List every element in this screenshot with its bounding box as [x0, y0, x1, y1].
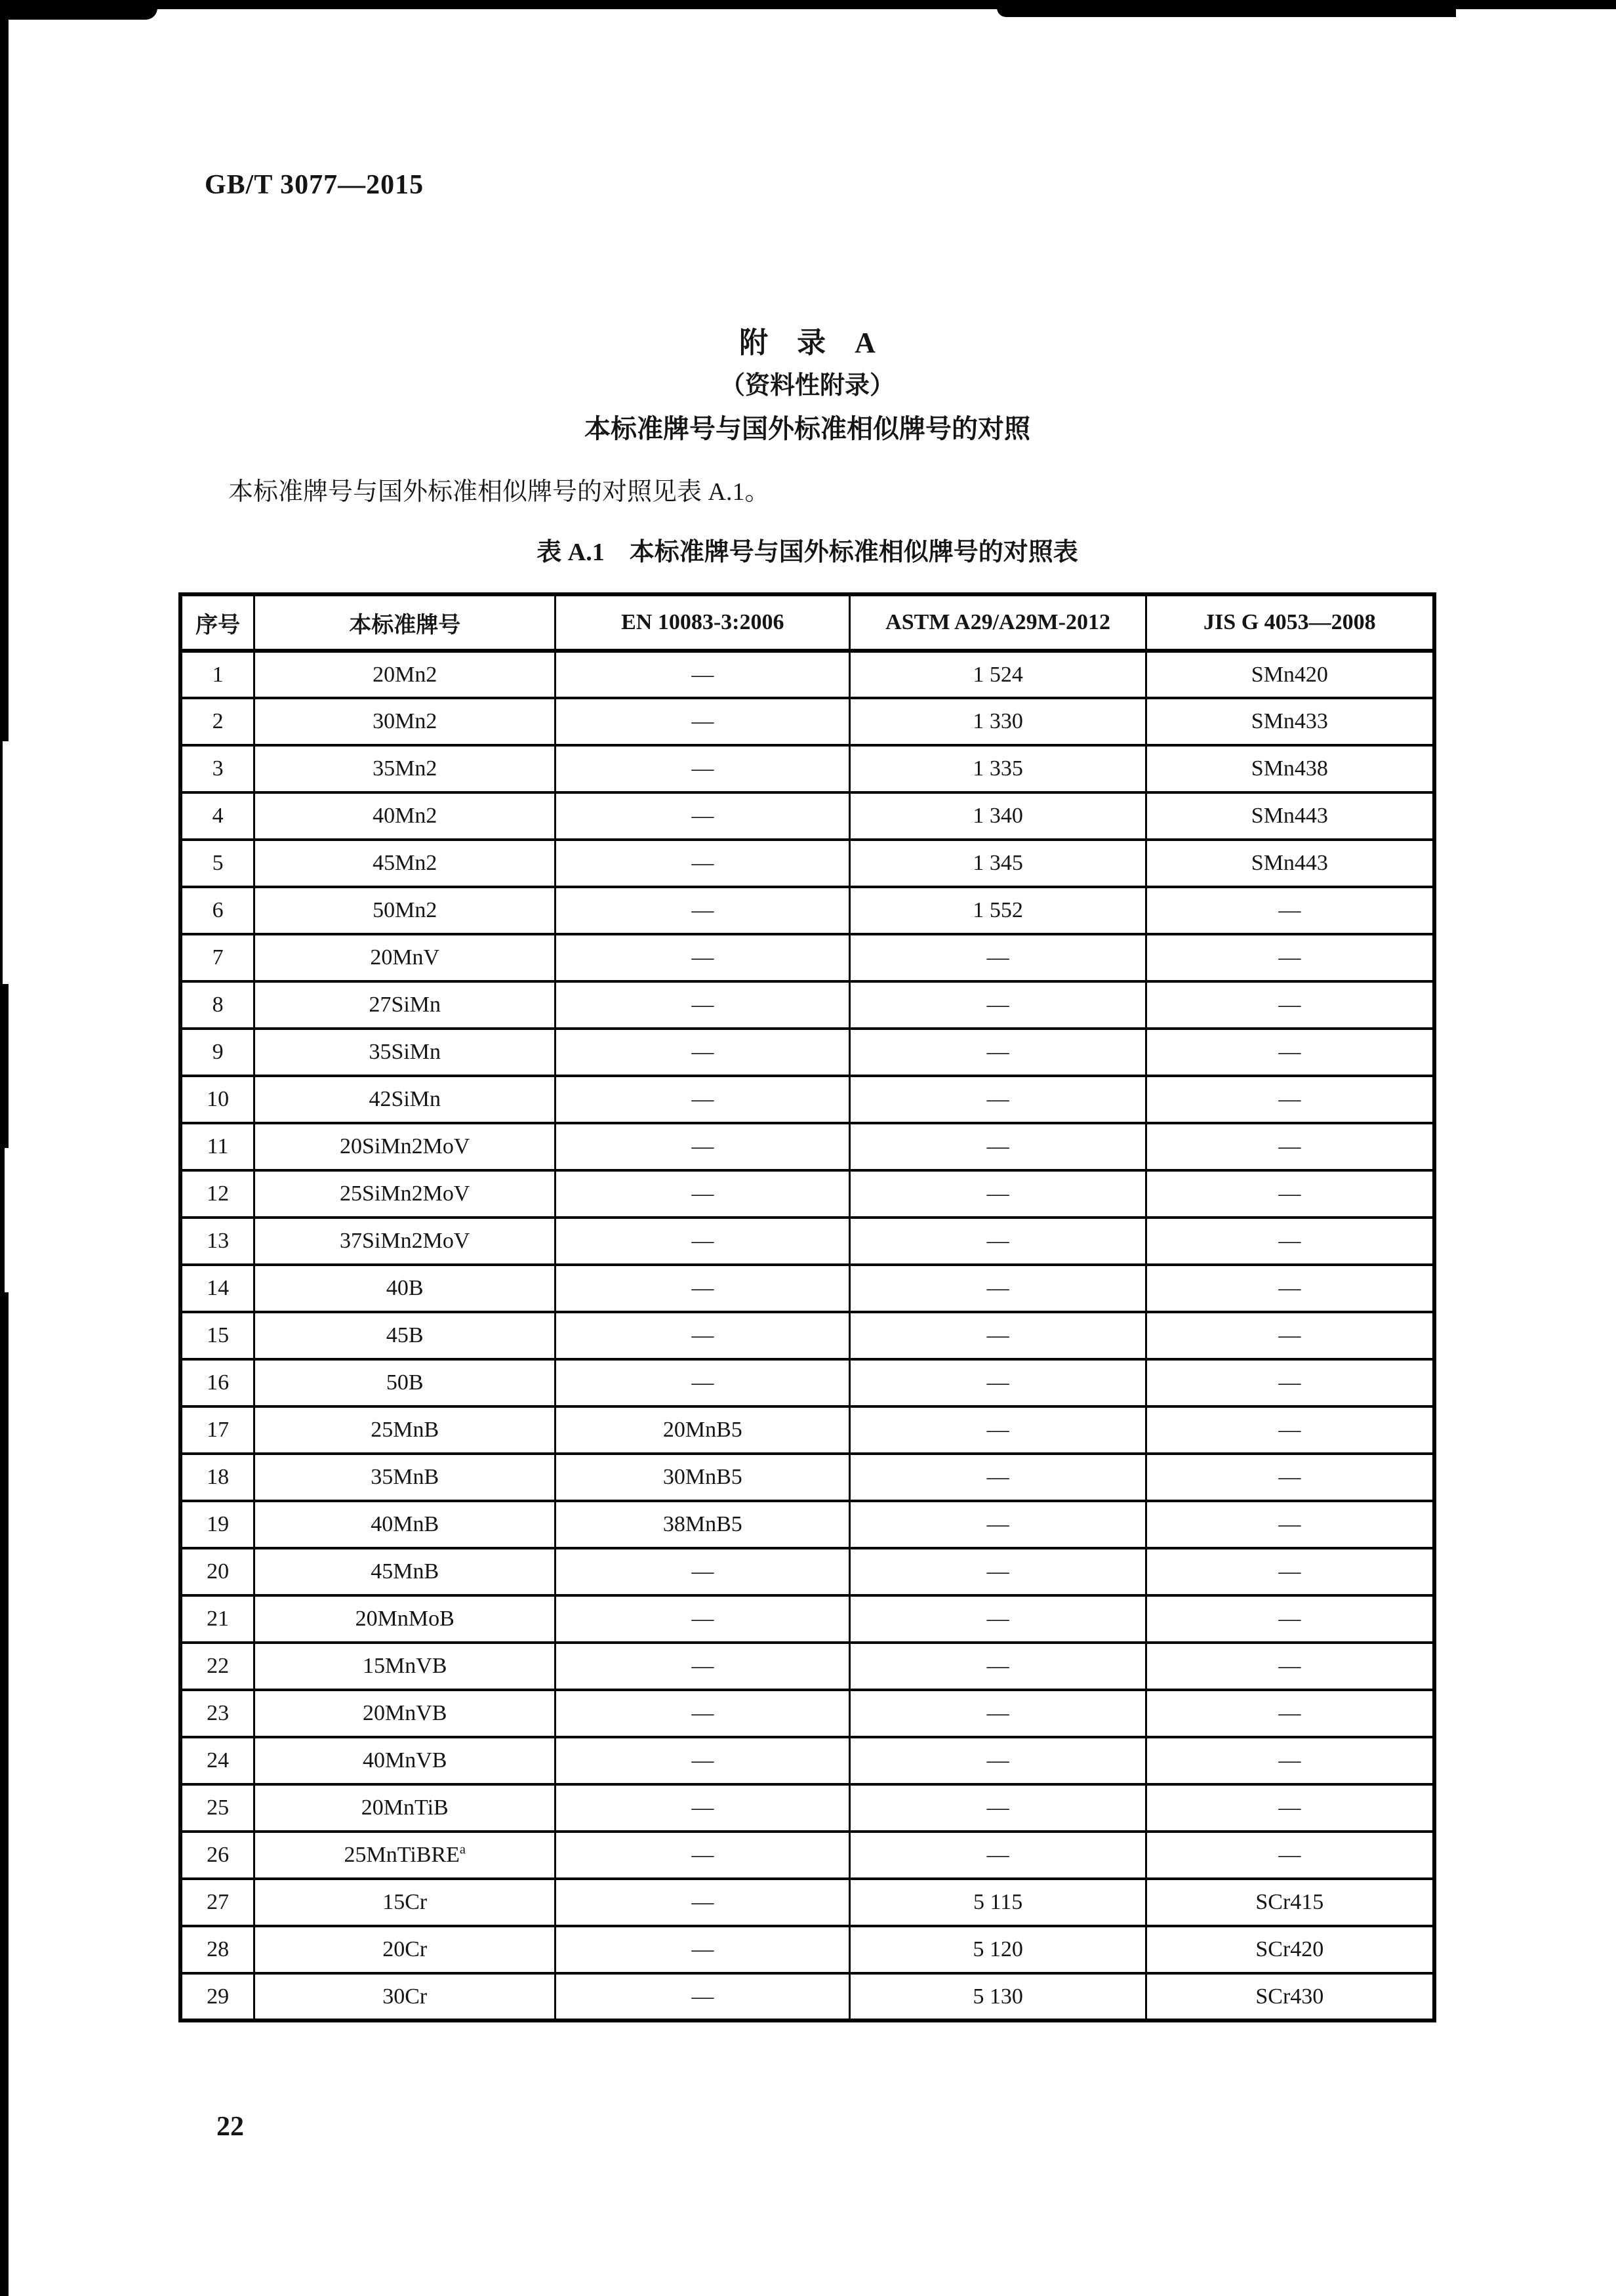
cn-grade-cell: 30Cr	[254, 1973, 556, 2020]
en-grade-cell: —	[556, 1879, 850, 1926]
row-number-cell: 27	[180, 1879, 254, 1926]
row-number-cell: 4	[180, 792, 254, 840]
table-row	[180, 981, 1434, 1029]
jis-grade-cell: —	[1146, 1265, 1434, 1312]
cn-grade-cell: 35SiMn	[254, 1029, 556, 1076]
row-number-cell: 17	[180, 1406, 254, 1454]
jis-grade-cell: —	[1146, 1406, 1434, 1454]
table-row	[180, 1832, 1434, 1879]
intro-paragraph: 本标准牌号与国外标准相似牌号的对照见表 A.1。	[228, 478, 770, 506]
row-number-cell: 13	[180, 1218, 254, 1265]
appendix-subtitle: （资料性附录）	[719, 372, 895, 400]
row-number-cell: 15	[180, 1312, 254, 1359]
en-grade-cell: —	[556, 1312, 850, 1359]
en-grade-cell: —	[556, 698, 850, 745]
jis-grade-cell: SMn433	[1146, 698, 1434, 745]
jis-grade-cell: —	[1146, 1123, 1434, 1170]
astm-grade-cell: 1 335	[850, 745, 1146, 792]
en-grade-cell: —	[556, 1973, 850, 2020]
scan-artifact-notch	[5, 1148, 9, 1292]
cn-grade-cell: 40B	[254, 1265, 556, 1312]
astm-grade-cell: 5 115	[850, 1879, 1146, 1926]
cn-grade-cell: 35Mn2	[254, 745, 556, 792]
table-row	[180, 840, 1434, 887]
row-number-cell: 21	[180, 1595, 254, 1643]
en-grade-cell: —	[556, 934, 850, 981]
table-row	[180, 1454, 1434, 1501]
jis-grade-cell: —	[1146, 1690, 1434, 1737]
astm-grade-cell: 1 524	[850, 651, 1146, 698]
en-grade-cell: 38MnB5	[556, 1501, 850, 1548]
astm-grade-cell: —	[850, 1312, 1146, 1359]
astm-grade-cell: —	[850, 1076, 1146, 1123]
cn-grade-cell: 40MnB	[254, 1501, 556, 1548]
table-row	[180, 1784, 1434, 1832]
cn-grade-cell: 40Mn2	[254, 792, 556, 840]
jis-grade-cell: —	[1146, 981, 1434, 1029]
cn-grade-cell: 42SiMn	[254, 1076, 556, 1123]
astm-grade-cell: —	[850, 1643, 1146, 1690]
en-grade-cell: —	[556, 651, 850, 698]
jis-grade-cell: —	[1146, 1170, 1434, 1218]
row-number-cell: 14	[180, 1265, 254, 1312]
en-grade-cell: —	[556, 1690, 850, 1737]
jis-grade-cell: —	[1146, 1643, 1434, 1690]
table-row	[180, 1737, 1434, 1784]
en-grade-cell: —	[556, 887, 850, 934]
table-row	[180, 1501, 1434, 1548]
table-row	[180, 1170, 1434, 1218]
cn-grade-cell: 27SiMn	[254, 981, 556, 1029]
cn-grade-cell: 45MnB	[254, 1548, 556, 1595]
astm-grade-cell: —	[850, 1501, 1146, 1548]
cn-grade-cell: 15Cr	[254, 1879, 556, 1926]
en-grade-cell: —	[556, 1265, 850, 1312]
table-row	[180, 1359, 1434, 1406]
page-number: 22	[216, 2112, 244, 2142]
astm-grade-cell: 1 552	[850, 887, 1146, 934]
table-row	[180, 1218, 1434, 1265]
row-number-cell: 7	[180, 934, 254, 981]
en-grade-cell: —	[556, 1737, 850, 1784]
astm-grade-cell: —	[850, 1406, 1146, 1454]
astm-grade-cell: 1 330	[850, 698, 1146, 745]
footnote-marker: a	[459, 1842, 466, 1857]
cn-grade-cell: 20MnMoB	[254, 1595, 556, 1643]
en-grade-cell: —	[556, 840, 850, 887]
header-col-jis-standard: JIS G 4053—2008	[1146, 594, 1434, 651]
cn-grade-cell: 45B	[254, 1312, 556, 1359]
row-number-cell: 24	[180, 1737, 254, 1784]
row-number-cell: 11	[180, 1123, 254, 1170]
row-number-cell: 22	[180, 1643, 254, 1690]
cn-grade-cell: 50B	[254, 1359, 556, 1406]
astm-grade-cell: —	[850, 934, 1146, 981]
astm-grade-cell: 5 130	[850, 1973, 1146, 2020]
astm-grade-cell: —	[850, 1454, 1146, 1501]
astm-grade-cell: —	[850, 1548, 1146, 1595]
jis-grade-cell: SCr430	[1146, 1973, 1434, 2020]
table-row	[180, 1926, 1434, 1973]
en-grade-cell: —	[556, 1359, 850, 1406]
astm-grade-cell: —	[850, 1265, 1146, 1312]
table-row	[180, 934, 1434, 981]
table-row	[180, 1029, 1434, 1076]
row-number-cell: 2	[180, 698, 254, 745]
header-col-cn-grade: 本标准牌号	[254, 594, 556, 651]
row-number-cell: 12	[180, 1170, 254, 1218]
table-row	[180, 745, 1434, 792]
cn-grade-cell: 30Mn2	[254, 698, 556, 745]
row-number-cell: 28	[180, 1926, 254, 1973]
jis-grade-cell: —	[1146, 1359, 1434, 1406]
table-row	[180, 1973, 1434, 2020]
astm-grade-cell: —	[850, 981, 1146, 1029]
astm-grade-cell: 1 340	[850, 792, 1146, 840]
astm-grade-cell: —	[850, 1737, 1146, 1784]
jis-grade-cell: —	[1146, 1595, 1434, 1643]
jis-grade-cell: —	[1146, 1548, 1434, 1595]
table-row	[180, 1312, 1434, 1359]
table-header-row	[180, 594, 1434, 651]
cn-grade-cell: 15MnVB	[254, 1643, 556, 1690]
astm-grade-cell: —	[850, 1218, 1146, 1265]
table-row	[180, 1265, 1434, 1312]
en-grade-cell: —	[556, 1595, 850, 1643]
appendix-heading: 本标准牌号与国外标准相似牌号的对照	[584, 414, 1030, 443]
jis-grade-cell: —	[1146, 1312, 1434, 1359]
cn-grade-cell: 37SiMn2MoV	[254, 1218, 556, 1265]
en-grade-cell: —	[556, 745, 850, 792]
en-grade-cell: —	[556, 981, 850, 1029]
jis-grade-cell: —	[1146, 1218, 1434, 1265]
astm-grade-cell: —	[850, 1784, 1146, 1832]
row-number-cell: 3	[180, 745, 254, 792]
astm-grade-cell: —	[850, 1832, 1146, 1879]
cn-grade-cell: 25MnTiBRE$^a$	[254, 1832, 556, 1879]
table-row	[180, 1076, 1434, 1123]
cn-grade-cell: 40MnVB	[254, 1737, 556, 1784]
table-row	[180, 1690, 1434, 1737]
table-row	[180, 1643, 1434, 1690]
row-number-cell: 29	[180, 1973, 254, 2020]
cn-grade-cell: 20MnV	[254, 934, 556, 981]
en-grade-cell: 30MnB5	[556, 1454, 850, 1501]
en-grade-cell: 20MnB5	[556, 1406, 850, 1454]
cn-grade-cell: 25MnB	[254, 1406, 556, 1454]
en-grade-cell: —	[556, 1076, 850, 1123]
jis-grade-cell: —	[1146, 1784, 1434, 1832]
jis-grade-cell: —	[1146, 1454, 1434, 1501]
table-row	[180, 887, 1434, 934]
astm-grade-cell: —	[850, 1123, 1146, 1170]
table-row	[180, 651, 1434, 698]
jis-grade-cell: —	[1146, 1737, 1434, 1784]
jis-grade-cell: SMn443	[1146, 840, 1434, 887]
astm-grade-cell: —	[850, 1029, 1146, 1076]
astm-grade-cell: —	[850, 1170, 1146, 1218]
cn-grade-cell: 45Mn2	[254, 840, 556, 887]
cn-grade-cell: 20MnTiB	[254, 1784, 556, 1832]
row-number-cell: 1	[180, 651, 254, 698]
en-grade-cell: —	[556, 1926, 850, 1973]
en-grade-cell: —	[556, 1832, 850, 1879]
table-row	[180, 1595, 1434, 1643]
en-grade-cell: —	[556, 1784, 850, 1832]
astm-grade-cell: 5 120	[850, 1926, 1146, 1973]
row-number-cell: 6	[180, 887, 254, 934]
jis-grade-cell: —	[1146, 1832, 1434, 1879]
header-col-en-standard: EN 10083-3:2006	[556, 594, 850, 651]
en-grade-cell: —	[556, 792, 850, 840]
en-grade-cell: —	[556, 1548, 850, 1595]
cn-grade-cell: 20Cr	[254, 1926, 556, 1973]
jis-grade-cell: SMn438	[1146, 745, 1434, 792]
jis-grade-cell: —	[1146, 1029, 1434, 1076]
row-number-cell: 9	[180, 1029, 254, 1076]
grades-comparison-table	[178, 592, 1436, 2022]
en-grade-cell: —	[556, 1643, 850, 1690]
jis-grade-cell: SCr420	[1146, 1926, 1434, 1973]
row-number-cell: 23	[180, 1690, 254, 1737]
en-grade-cell: —	[556, 1123, 850, 1170]
row-number-cell: 25	[180, 1784, 254, 1832]
row-number-cell: 16	[180, 1359, 254, 1406]
header-col-astm-standard: ASTM A29/A29M-2012	[850, 594, 1146, 651]
jis-grade-cell: —	[1146, 1076, 1434, 1123]
row-number-cell: 8	[180, 981, 254, 1029]
cn-grade-cell: 25SiMn2MoV	[254, 1170, 556, 1218]
jis-grade-cell: —	[1146, 1501, 1434, 1548]
astm-grade-cell: —	[850, 1595, 1146, 1643]
cn-grade-cell: 35MnB	[254, 1454, 556, 1501]
jis-grade-cell: —	[1146, 934, 1434, 981]
header-col-index: 序号	[180, 594, 254, 651]
astm-grade-cell: 1 345	[850, 840, 1146, 887]
scan-artifact-top-left	[0, 0, 157, 20]
jis-grade-cell: SCr415	[1146, 1879, 1434, 1926]
scan-artifact-top-right	[997, 0, 1456, 17]
table-body	[180, 651, 1434, 2020]
cn-grade-cell: 20Mn2	[254, 651, 556, 698]
table-row	[180, 1879, 1434, 1926]
en-grade-cell: —	[556, 1170, 850, 1218]
standard-code: GB/T 3077—2015	[205, 170, 424, 200]
table-row	[180, 1548, 1434, 1595]
row-number-cell: 26	[180, 1832, 254, 1879]
jis-grade-cell: SMn443	[1146, 792, 1434, 840]
jis-grade-cell: —	[1146, 887, 1434, 934]
table-row	[180, 1406, 1434, 1454]
scan-artifact-notch	[3, 741, 9, 984]
cn-grade-cell: 20SiMn2MoV	[254, 1123, 556, 1170]
row-number-cell: 5	[180, 840, 254, 887]
row-number-cell: 19	[180, 1501, 254, 1548]
table-row	[180, 698, 1434, 745]
row-number-cell: 10	[180, 1076, 254, 1123]
row-number-cell: 18	[180, 1454, 254, 1501]
table-row	[180, 1123, 1434, 1170]
astm-grade-cell: —	[850, 1359, 1146, 1406]
cn-grade-cell: 50Mn2	[254, 887, 556, 934]
appendix-title: 附 录 A	[739, 327, 876, 359]
row-number-cell: 20	[180, 1548, 254, 1595]
en-grade-cell: —	[556, 1218, 850, 1265]
table-caption: 表 A.1 本标准牌号与国外标准相似牌号的对照表	[536, 539, 1078, 566]
en-grade-cell: —	[556, 1029, 850, 1076]
cn-grade-cell: 20MnVB	[254, 1690, 556, 1737]
jis-grade-cell: SMn420	[1146, 651, 1434, 698]
astm-grade-cell: —	[850, 1690, 1146, 1737]
table-row	[180, 792, 1434, 840]
